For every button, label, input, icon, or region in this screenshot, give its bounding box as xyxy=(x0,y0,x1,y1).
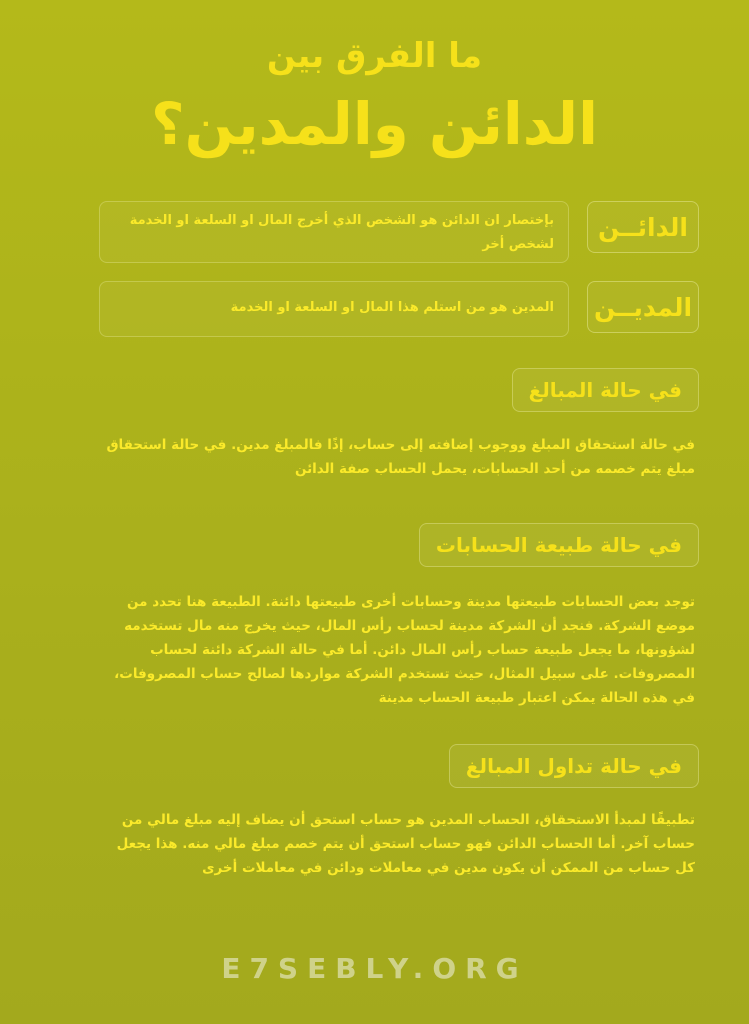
term-creditor: الدائــن xyxy=(587,201,699,253)
section-body-account-nature: توجد بعض الحسابات طبيعتها مدينة وحسابات أخرى طبيعتها دائنة. الطبيعة هنا تحدد من موضع الشركة. فنجد أن الشركة مدينة لحساب رأس المال، حيث يخرج منه مال تستخدمه لشؤونها، ما يجعل طبيعة حساب رأس المال دائن. أما في حالة الشركة دائنة لحساب المصروفات. على سبيل المثال، حيث تستخدم الشركة مواردها لصالح حساب المصروفات، في هذه الحالة يمكن اعتبار طبيعة الحساب مدينة xyxy=(114,594,695,706)
site-watermark: E7SEBLY.ORG xyxy=(221,952,528,985)
section-heading-circulation: في حالة تداول المبالغ xyxy=(449,744,699,788)
page-title-line1: ما الفرق بين xyxy=(266,36,483,76)
definition-creditor: بإختصار ان الدائن هو الشخص الذي أخرج المال او السلعة او الخدمة لشخص أخر xyxy=(99,201,569,263)
section-body-amounts: في حالة استحقاق المبلغ ووجوب إضافته إلى حساب، إذًا فالمبلغ مدين. في حالة استحقاق مبلغ يتم خصمه من أحد الحسابات، يحمل الحساب صفة الدائن xyxy=(106,437,695,477)
definition-debtor: المدين هو من استلم هذا المال او السلعة او الخدمة xyxy=(99,281,569,337)
page-title-line2: الدائن والمدين؟ xyxy=(151,90,598,158)
term-debtor: المديــن xyxy=(587,281,699,333)
section-heading-amounts: في حالة المبالغ xyxy=(512,368,699,412)
section-body-circulation: تطبيقًا لمبدأ الاستحقاق، الحساب المدين هو حساب استحق أن يضاف إليه مبلغ مالي من حساب آخر. أما الحساب الدائن فهو حساب استحق أن يتم خصم مبلغ مالي منه. هذا يجعل كل حساب من الممكن أن يكون مدين في معاملات ودائن في معاملات أخرى xyxy=(116,812,695,876)
section-heading-account-nature: في حالة طبيعة الحسابات xyxy=(419,523,699,567)
